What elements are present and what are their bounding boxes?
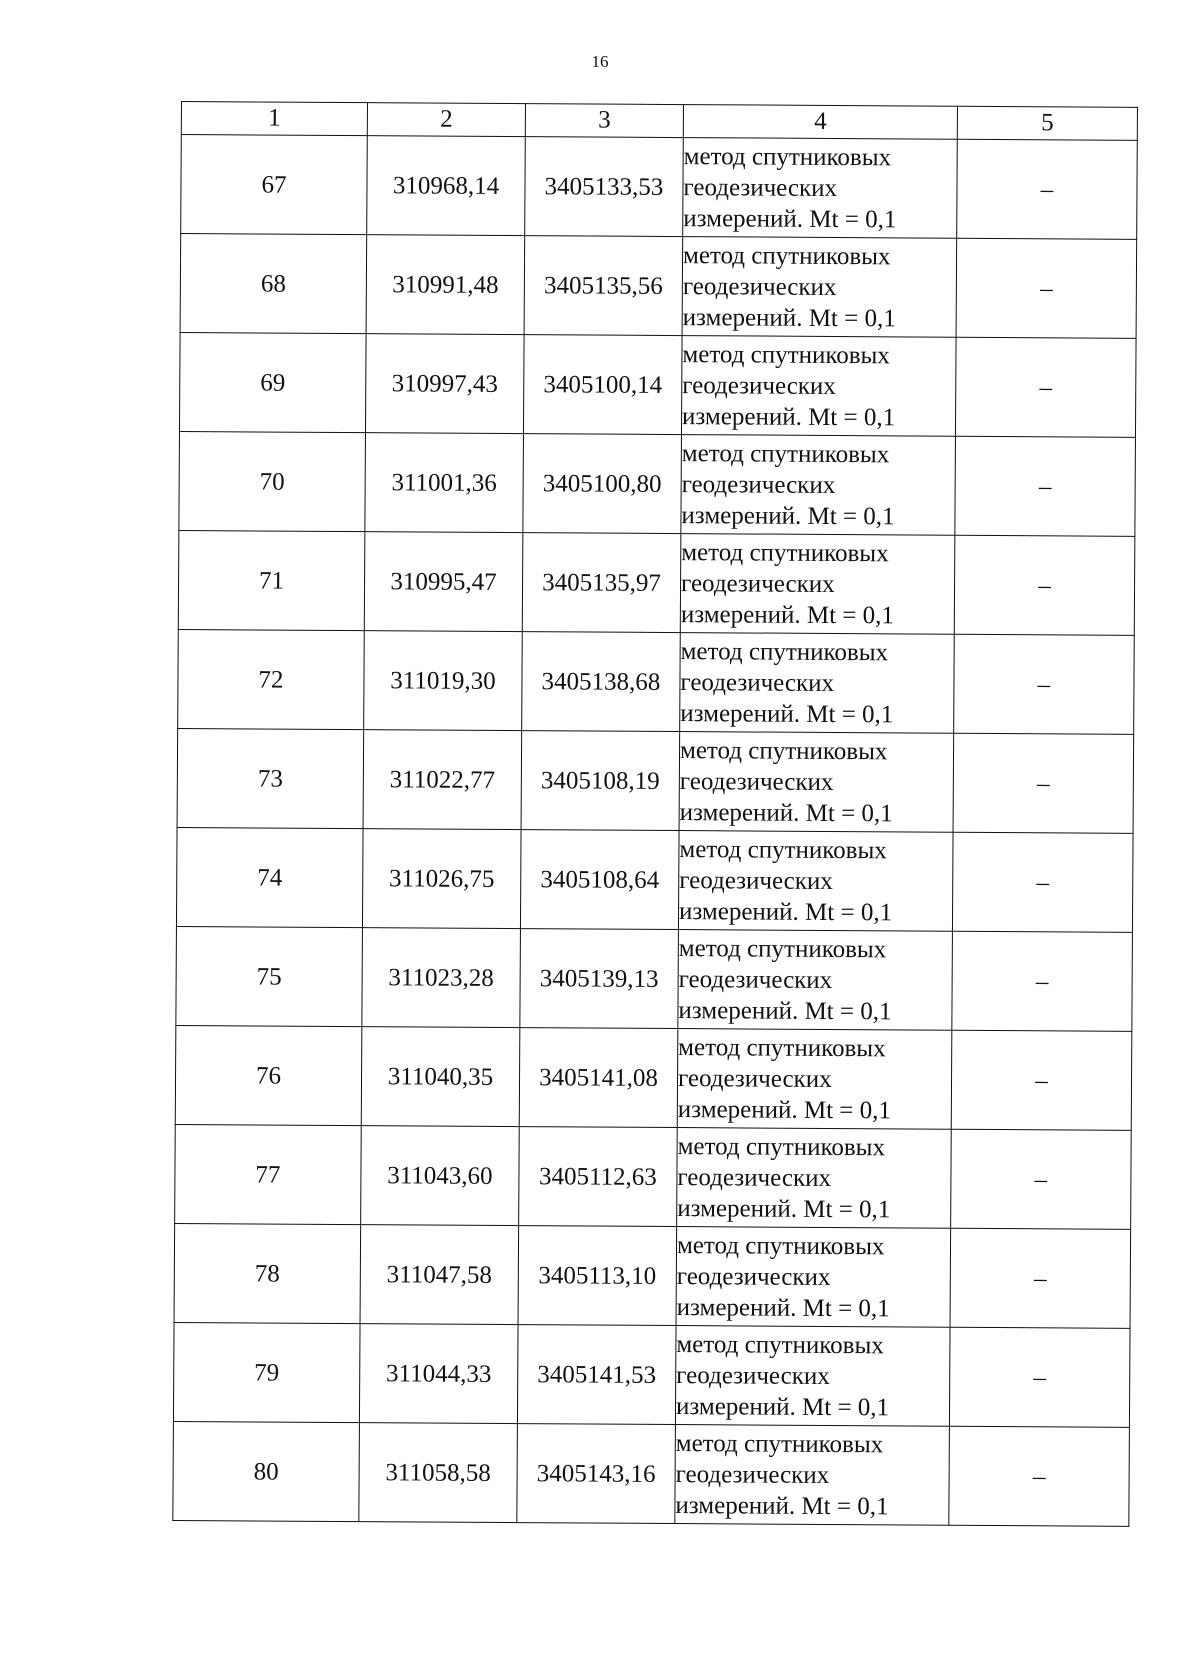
table-row [174,1223,1131,1328]
x-coordinate-cell: 311019,30 [364,631,523,731]
method-cell [681,435,956,536]
column-5-cell: – [952,931,1133,1031]
method-line: метод спутниковых [678,1033,886,1062]
table-row [173,1421,1130,1526]
point-number-cell: 74 [176,827,363,927]
method-cell [678,930,953,1031]
method-line: геодезических [682,371,836,400]
method-line: геодезических [678,965,833,994]
method-cell [675,1326,950,1427]
table-row [175,1124,1132,1229]
y-coordinate-cell: 3405108,64 [520,830,679,930]
header-col-1: 1 [181,102,367,136]
x-coordinate-cell: 310968,14 [367,136,526,236]
method-line: геодезических [676,1361,830,1390]
y-coordinate-cell: 3405100,80 [523,434,682,534]
method-cell [679,732,954,833]
method-line: геодезических [681,470,836,499]
column-5-cell: – [957,139,1138,239]
x-coordinate-cell: 310997,43 [365,334,524,434]
x-coordinate-cell: 311040,35 [361,1027,520,1127]
y-coordinate-cell: 3405135,56 [524,236,683,336]
method-cell [677,1128,952,1229]
point-number-cell: 76 [175,1025,362,1125]
method-cell [680,633,955,734]
y-coordinate-cell: 3405141,53 [517,1325,676,1425]
y-coordinate-cell: 3405133,53 [525,137,684,237]
coordinates-table [172,101,1138,1527]
method-line: геодезических [680,569,835,598]
y-coordinate-cell: 3405100,14 [523,335,682,435]
method-cell [683,138,958,239]
method-line: метод спутниковых [683,142,892,171]
column-5-cell: – [949,1327,1130,1427]
method-line: измерений. Mt = 0,1 [682,402,896,431]
x-coordinate-cell: 311001,36 [365,433,524,533]
method-cell [682,237,957,338]
method-cell [680,534,955,635]
table-row [176,926,1133,1031]
x-coordinate-cell: 310991,48 [366,235,525,335]
point-number-cell: 80 [173,1421,360,1521]
method-line: геодезических [680,668,835,697]
method-cell [676,1227,951,1328]
column-5-cell: – [955,337,1136,437]
column-5-cell: – [951,1129,1132,1229]
point-number-cell: 77 [175,1124,362,1224]
column-5-cell: – [950,1228,1131,1328]
y-coordinate-cell: 3405143,16 [517,1424,676,1524]
method-line: геодезических [682,272,837,301]
point-number-cell: 67 [181,135,368,235]
x-coordinate-cell: 311043,60 [361,1126,520,1226]
method-line: метод спутниковых [681,538,889,567]
header-col-4: 4 [683,105,957,140]
method-line: геодезических [677,1163,832,1192]
y-coordinate-cell: 3405108,19 [521,731,680,831]
method-line: метод спутниковых [675,1429,884,1458]
point-number-cell: 79 [173,1322,360,1422]
y-coordinate-cell: 3405112,63 [519,1127,678,1227]
column-5-cell: – [949,1426,1130,1526]
method-line: геодезических [677,1064,832,1093]
method-line: измерений. Mt = 0,1 [675,1491,889,1520]
method-line: метод спутниковых [681,439,890,468]
method-cell [681,336,956,437]
table-row [177,728,1134,833]
y-coordinate-cell: 3405138,68 [522,632,681,732]
table-row [179,431,1136,536]
page-number: 16 [591,52,609,71]
method-line: метод спутниковых [676,1231,885,1260]
method-line: метод спутниковых [680,637,889,666]
method-line: геодезических [679,866,833,895]
method-line: метод спутниковых [682,340,890,369]
table-row [178,629,1135,734]
method-line: геодезических [675,1460,830,1489]
table-row [180,234,1137,339]
header-col-3: 3 [525,104,683,138]
table-row [179,332,1136,437]
method-line: измерений. Mt = 0,1 [681,501,895,530]
point-number-cell: 69 [179,332,366,432]
column-5-cell: – [954,634,1135,734]
point-number-cell: 72 [178,629,365,729]
table-row [173,1322,1130,1427]
y-coordinate-cell: 3405141,08 [519,1028,678,1128]
method-line: измерений. Mt = 0,1 [676,1293,890,1322]
y-coordinate-cell: 3405135,97 [522,533,681,633]
method-line: измерений. Mt = 0,1 [677,1095,892,1124]
method-line: геодезических [683,173,838,202]
column-5-cell: – [953,733,1134,833]
x-coordinate-cell: 311023,28 [362,928,521,1028]
x-coordinate-cell: 311047,58 [360,1225,519,1325]
point-number-cell: 78 [174,1223,361,1323]
method-line: метод спутниковых [676,1330,884,1359]
x-coordinate-cell: 311044,33 [359,1324,518,1424]
x-coordinate-cell: 311058,58 [359,1423,518,1523]
table-row [175,1025,1132,1130]
method-line: геодезических [676,1262,831,1291]
column-5-cell: – [956,238,1137,338]
column-5-cell: – [952,832,1133,932]
table-row [178,530,1135,635]
x-coordinate-cell: 311022,77 [363,730,522,830]
method-line: измерений. Mt = 0,1 [675,1392,890,1421]
method-line: измерений. Mt = 0,1 [678,897,893,926]
x-coordinate-cell: 311026,75 [362,829,521,929]
method-cell [677,1029,952,1130]
table-row [181,135,1138,240]
table-body [173,135,1137,1527]
method-line: измерений. Mt = 0,1 [682,303,896,332]
column-5-cell: – [955,436,1136,536]
point-number-cell: 73 [177,728,364,828]
column-5-cell: – [951,1030,1132,1130]
method-line: измерений. Mt = 0,1 [680,699,894,728]
column-5-cell: – [954,535,1135,635]
method-line: измерений. Mt = 0,1 [677,1194,891,1223]
point-number-cell: 71 [178,530,365,630]
method-cell [678,831,953,932]
method-line: измерений. Mt = 0,1 [679,798,893,827]
method-line: метод спутниковых [677,1132,886,1161]
method-line: измерений. Mt = 0,1 [680,600,895,629]
header-col-5: 5 [957,106,1137,140]
point-number-cell: 75 [176,926,363,1026]
method-line: геодезических [679,767,834,796]
header-col-2: 2 [367,103,525,137]
x-coordinate-cell: 310995,47 [364,532,523,632]
method-line: метод спутниковых [679,835,887,864]
point-number-cell: 70 [179,431,366,531]
method-cell [675,1425,950,1526]
method-line: метод спутниковых [679,736,888,765]
method-line: метод спутниковых [682,241,891,270]
y-coordinate-cell: 3405139,13 [520,929,679,1029]
method-line: измерений. Mt = 0,1 [683,204,897,233]
table-row [176,827,1133,932]
point-number-cell: 68 [180,234,367,334]
method-line: метод спутниковых [678,934,887,963]
y-coordinate-cell: 3405113,10 [518,1226,677,1326]
method-line: измерений. Mt = 0,1 [678,996,892,1025]
